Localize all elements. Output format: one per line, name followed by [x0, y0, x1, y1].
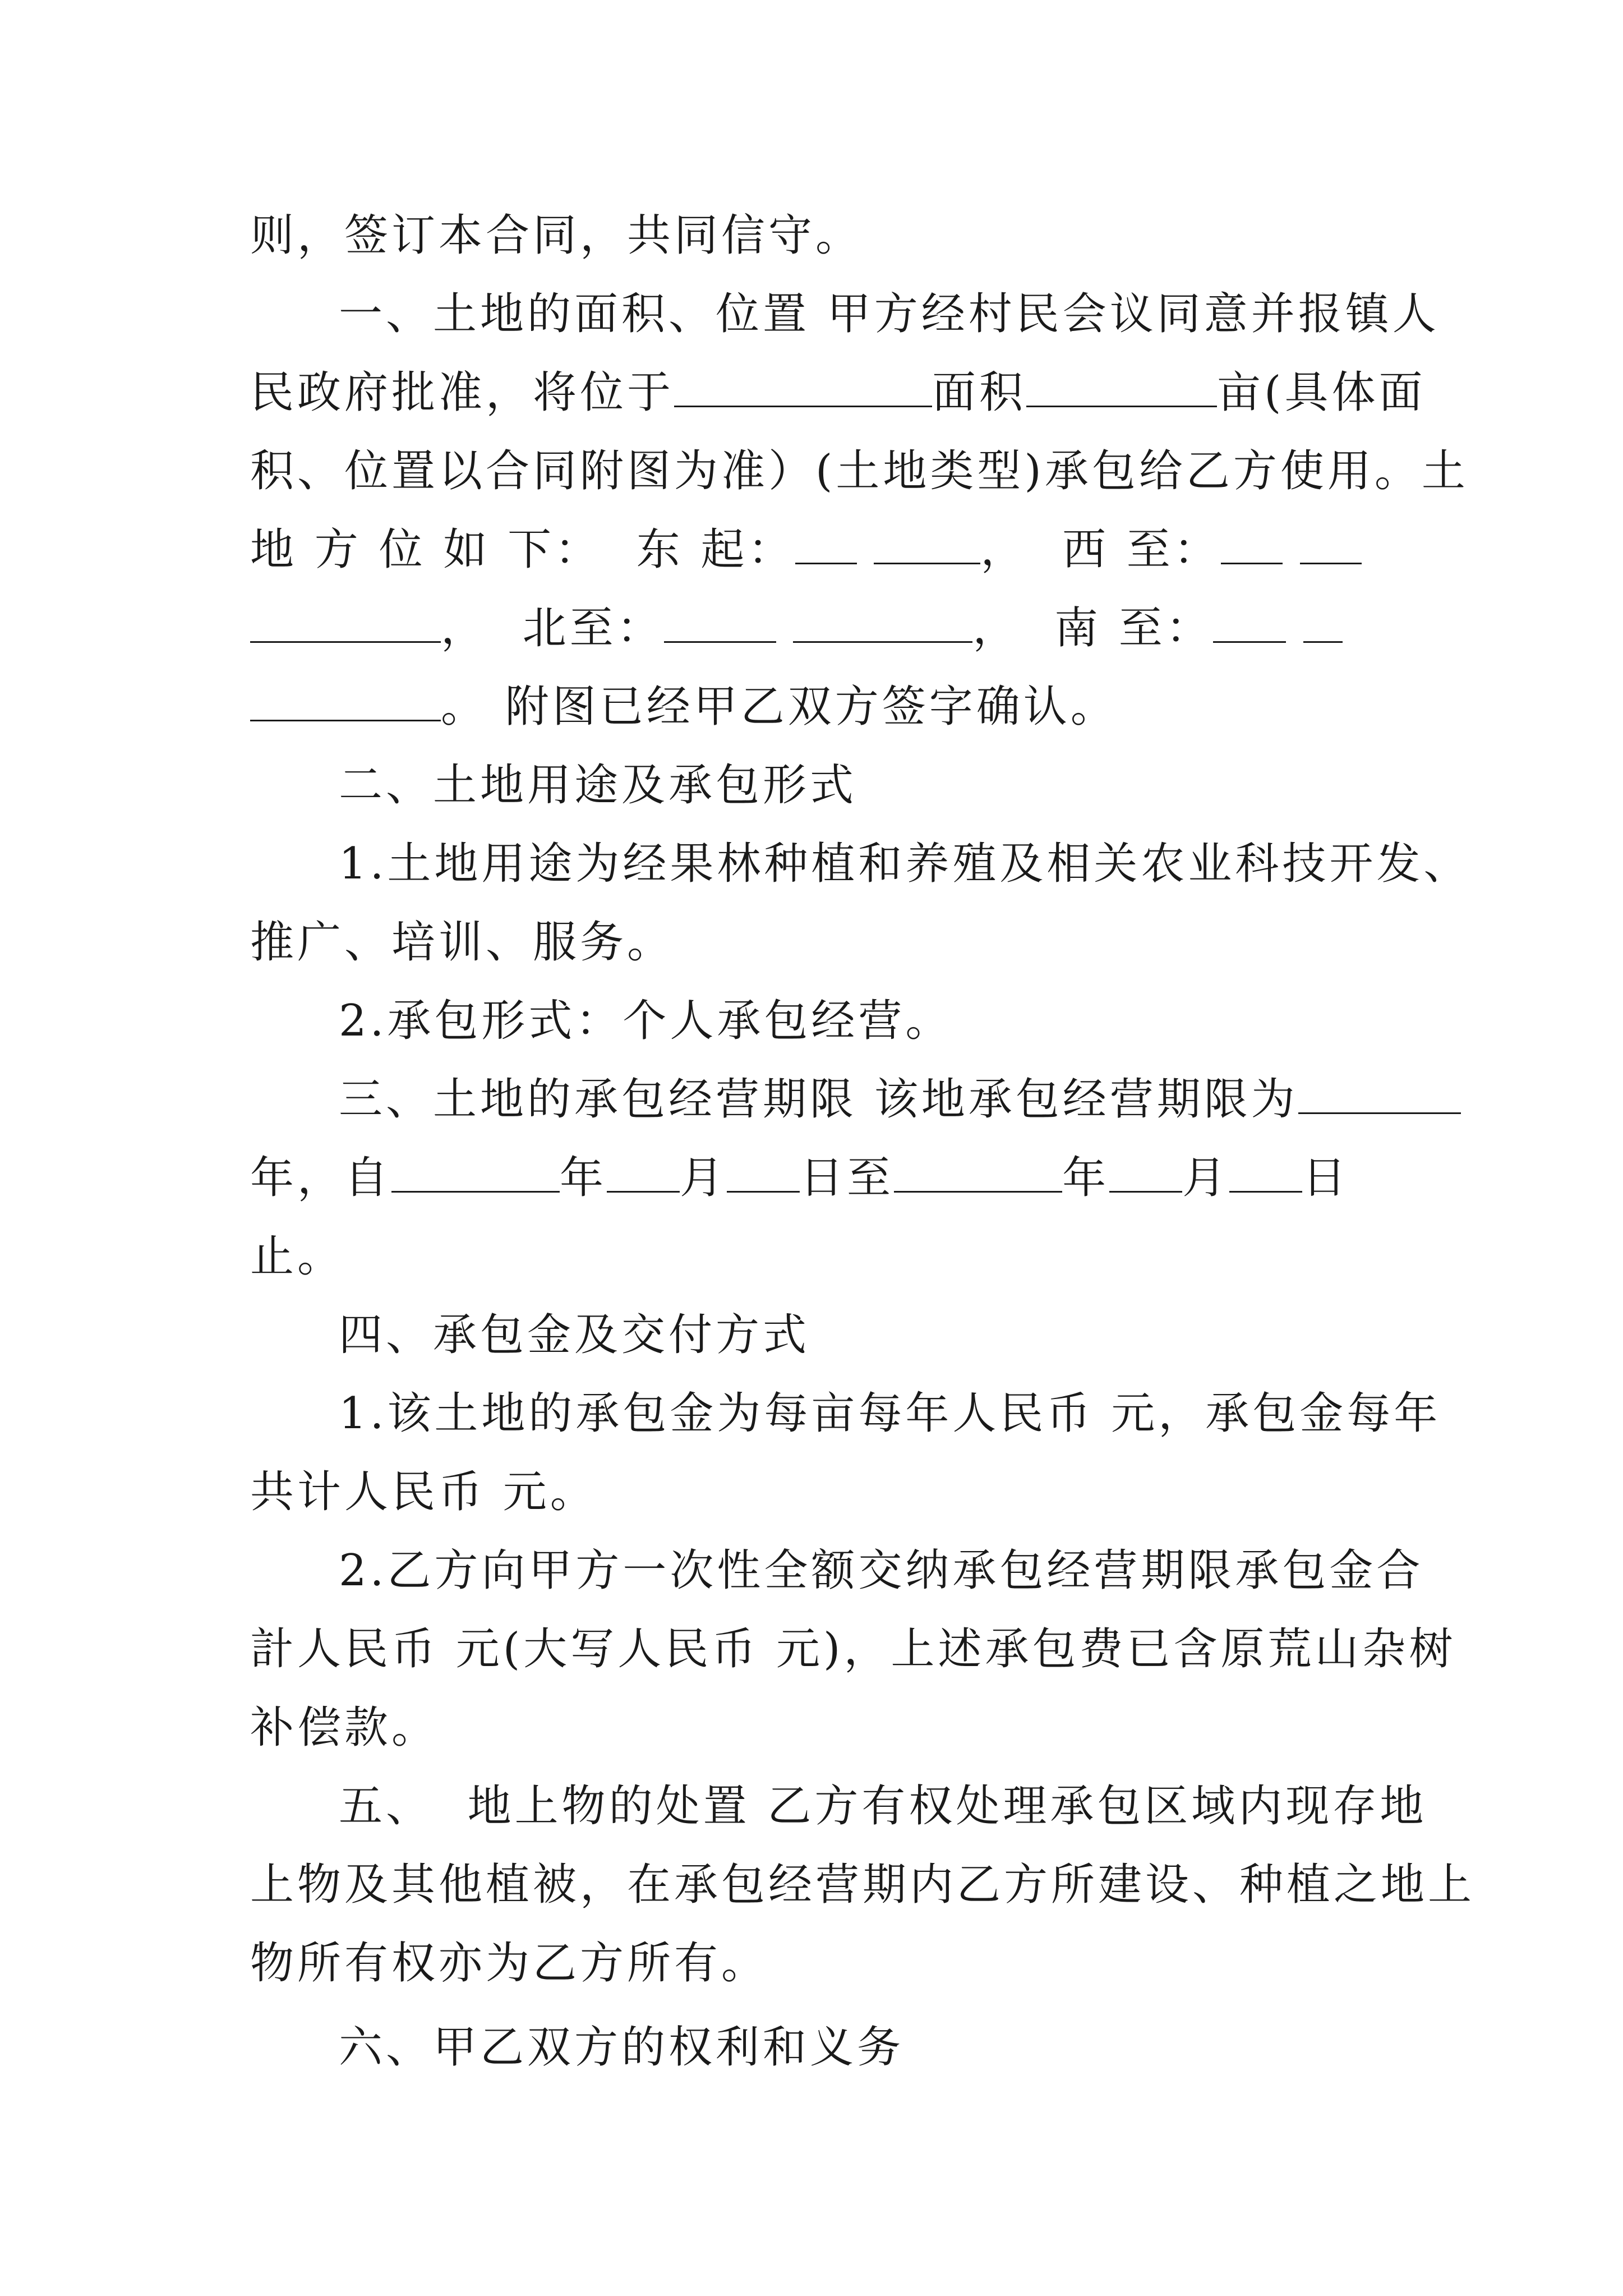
- fill-blank-east-2[interactable]: [874, 522, 980, 564]
- fill-blank-start-day[interactable]: [727, 1151, 800, 1193]
- fill-blank-end-month[interactable]: [1109, 1151, 1182, 1193]
- text-line: 止。: [250, 1231, 345, 1282]
- fill-blank-south[interactable]: [1213, 601, 1286, 643]
- text-line: 积、位置以合同附图为准）(土地类型)承包给乙方使用。土: [250, 446, 1469, 496]
- text-line: 上物及其他植被，在承包经营期内乙方所建设、种植之地上: [250, 1860, 1476, 1910]
- fill-blank-start-month[interactable]: [607, 1151, 680, 1193]
- section-3-heading-line: 三、土地的承包经营期限 该地承包经营期限为: [339, 1071, 1404, 1128]
- fill-blank-end-year[interactable]: [894, 1151, 1062, 1193]
- fill-blank-west[interactable]: [1221, 522, 1283, 564]
- section-1-heading-line: 一、土地的面积、位置 甲方经村民会议同意并报镇人: [339, 289, 1440, 339]
- fill-blank-south-3[interactable]: [250, 679, 441, 721]
- fill-blank-north[interactable]: [664, 601, 776, 643]
- fill-blank-south-2[interactable]: [1303, 601, 1343, 643]
- text-line: 。 附图已经甲乙双方签字确认。: [250, 679, 1394, 735]
- text-line: 民政府批准，将位于 面积 亩(具体面: [250, 365, 1394, 421]
- fill-blank-term-years[interactable]: [1298, 1072, 1461, 1114]
- fill-blank-east[interactable]: [795, 522, 857, 564]
- fill-blank-end-day[interactable]: [1229, 1151, 1302, 1193]
- text-line: 推广、培训、服务。: [250, 917, 675, 968]
- section-2-heading: 二、土地用途及承包形式: [339, 760, 857, 811]
- section-4-heading: 四、承包金及交付方式: [339, 1310, 810, 1360]
- text-line: 物所有权亦为乙方所有。: [250, 1938, 769, 1989]
- text-line: 1.该土地的承包金为每亩每年人民币 元，承包金每年: [339, 1388, 1441, 1439]
- fill-blank-west-3[interactable]: [250, 601, 441, 643]
- text-line: 計人民币 元(大写人民币 元)，上述承包费已含原荒山杂树: [250, 1624, 1456, 1674]
- text-line: ， 北至： ， 南 至：: [250, 600, 1394, 656]
- fill-blank-location[interactable]: [674, 365, 932, 407]
- fill-blank-north-2[interactable]: [793, 601, 972, 643]
- fill-blank-start-year[interactable]: [391, 1151, 560, 1193]
- text-line: 共计人民币 元。: [250, 1467, 597, 1517]
- section-6-heading: 六、甲乙双方的权利和义务: [339, 2022, 905, 2073]
- text-line: 2.乙方向甲方一次性全额交纳承包经营期限承包金合: [339, 1545, 1424, 1596]
- fill-blank-west-2[interactable]: [1300, 522, 1362, 564]
- text-line: 1.土地用途为经果林种植和养殖及相关农业科技开发、: [339, 839, 1471, 889]
- fill-blank-area[interactable]: [1026, 365, 1217, 407]
- section-5-heading-line: 五、 地上物的处置 乙方有权处理承包区域内现存地: [339, 1781, 1427, 1832]
- text-line: 补偿款。: [250, 1703, 439, 1753]
- text-line: 则，签订本合同，共同信守。: [250, 210, 863, 261]
- text-line: 地 方 位 如 下： 东 起： ， 西 至：: [250, 522, 1394, 578]
- text-line: 年，自 年 月 日至 年 月 日: [250, 1150, 1394, 1206]
- text-line: 2.承包形式：个人承包经营。: [339, 996, 953, 1046]
